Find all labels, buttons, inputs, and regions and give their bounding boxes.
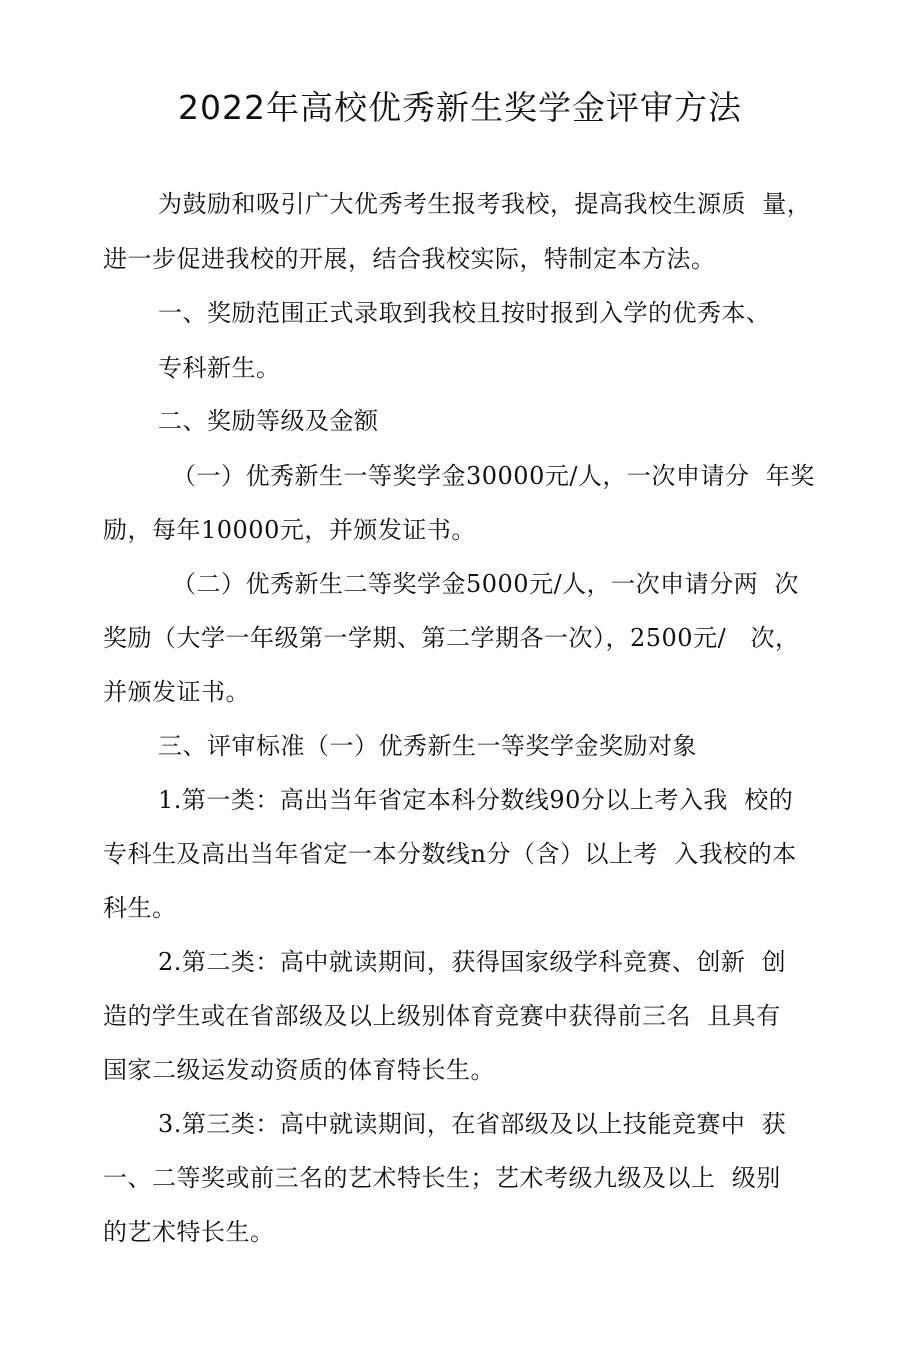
paragraph-line: 一、二等奖或前三名的艺术特长生；艺术考级九级及以上 级别 — [103, 1164, 781, 1192]
paragraph-line: 国家二级运发动资质的体育特长生。 — [103, 1056, 495, 1084]
paragraph-line: 的艺术特长生。 — [103, 1218, 275, 1246]
paragraph-line: 奖励（大学一年级第一学期、第二学期各一次），2500元/ 次， — [103, 624, 800, 652]
paragraph-line: 2.第二类：高中就读期间，获得国家级学科竞赛、创新 创 — [158, 948, 787, 976]
paragraph-line: 为鼓励和吸引广大优秀考生报考我校，提高我校生源质 量， — [158, 190, 812, 218]
paragraph-line: 一、奖励范围正式录取到我校且按时报到入学的优秀本、 — [158, 299, 771, 327]
paragraph-line: （一）优秀新生一等奖学金30000元/人，一次申请分 年奖 — [172, 462, 815, 490]
section-heading: 三、评审标准（一）优秀新生一等奖学金奖励对象 — [158, 732, 697, 760]
paragraph-line: 励，每年10000元，并颁发证书。 — [103, 516, 476, 544]
paragraph-line: 专科新生。 — [158, 354, 281, 382]
paragraph-line: 1.第一类：高出当年省定本科分数线90分以上考入我 校的 — [158, 786, 794, 814]
paragraph-line: 进一步促进我校的开展，结合我校实际，特制定本方法。 — [103, 245, 716, 273]
paragraph-line: 并颁发证书。 — [103, 678, 250, 706]
paragraph-line: 专科生及高出当年省定一本分数线n分（含）以上考 入我校的本 — [103, 840, 797, 868]
paragraph-line: （二）优秀新生二等奖学金5000元/人，一次申请分两 次 — [172, 570, 799, 598]
paragraph-line: 3.第三类：高中就读期间，在省部级及以上技能竞赛中 获 — [158, 1110, 787, 1138]
document-title: 2022年高校优秀新生奖学金评审方法 — [178, 88, 742, 127]
paragraph-line: 科生。 — [103, 894, 177, 922]
section-heading: 二、奖励等级及金额 — [158, 407, 379, 435]
paragraph-line: 造的学生或在省部级及以上级别体育竞赛中获得前三名 且具有 — [103, 1002, 781, 1030]
